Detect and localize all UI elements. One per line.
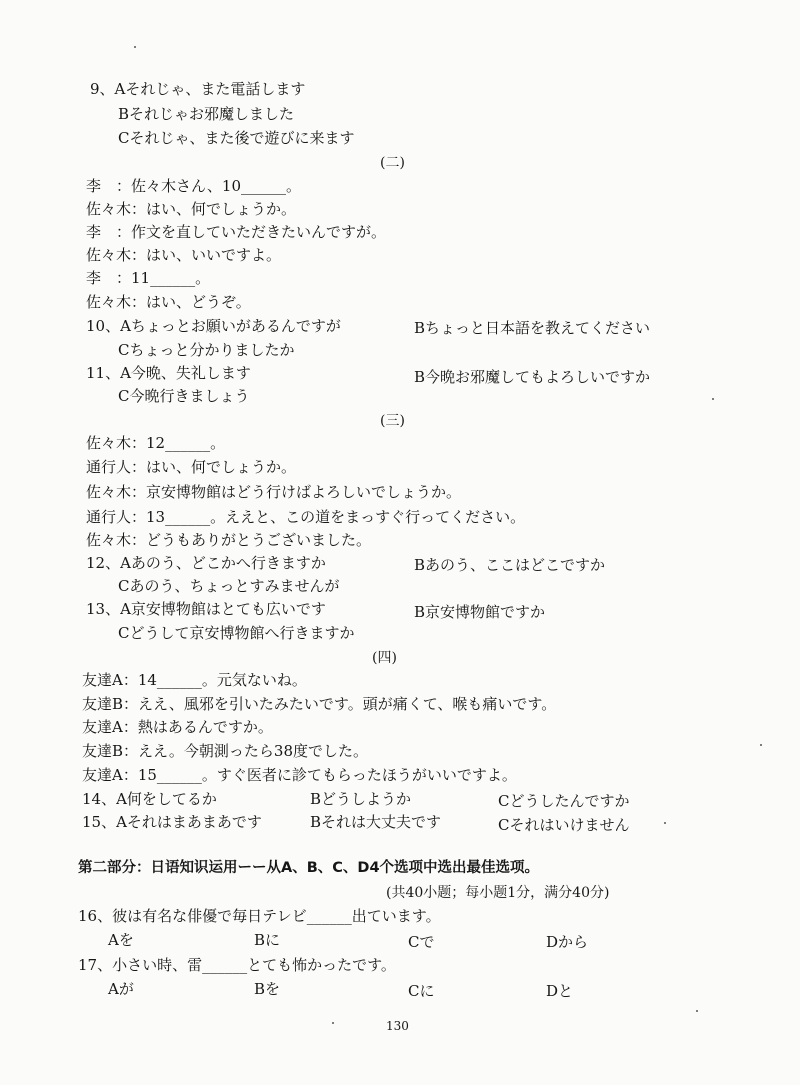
q16-option: Cで [408,933,435,951]
dialogue-line: 友達B：ええ。今朝測ったら38度でした。 [82,742,369,760]
dialogue-line: 通行人：13______。ええと、この道をまっすぐ行ってください。 [86,508,526,526]
scan-speck [696,1010,698,1012]
q16-option: Aを [108,931,134,949]
q17-option: Dと [546,982,574,1000]
section-heading-3: (三) [380,413,405,429]
dialogue-line: 李 ：佐々木さん、10______。 [86,177,301,195]
q15-option-c: Cそれはいけません [498,816,630,834]
q15-option-b: Bそれは大丈夫です [310,813,442,831]
q17-option: Aが [108,980,134,998]
scan-speck [664,822,666,824]
q9-option-a: 9、Aそれじゃ、また電話します [90,80,306,98]
q13-option-b: B京安博物館ですか [414,603,546,621]
q12-option-a: 12、Aあのう、どこかへ行きますか [86,554,326,572]
q11-option-c: C今晩行きましょう [118,387,250,405]
q16-option: Bに [254,931,281,949]
q10-option-c: Cちょっと分かりましたか [118,341,295,359]
q17-stem: 17、小さい時、雷______とても怖かったです。 [78,956,396,974]
dialogue-line: 李 ：作文を直していただきたいんですが。 [86,223,387,241]
q16-stem: 16、彼は有名な俳優で毎日テレビ______出ています。 [78,907,441,925]
q10-option-b: Bちょっと日本語を教えてください [414,319,651,337]
q13-option-c: Cどうして京安博物館へ行きますか [118,624,355,642]
dialogue-line: 佐々木：どうもありがとうございました。 [86,531,372,549]
page-number: 130 [386,1019,409,1033]
part2-title: 第二部分：日语知识运用ーー从A、B、C、D4个选项中选出最佳选项。 [78,860,540,876]
q10-option-a: 10、Aちょっとお願いがあるんですが [86,317,341,335]
scan-speck [712,398,714,400]
q15-option-a: 15、Aそれはまあまあです [82,813,262,831]
section-heading-2: (二) [380,155,405,171]
q12-option-b: Bあのう、ここはどこですか [414,556,606,574]
dialogue-line: 佐々木：はい、いいですよ。 [86,246,282,264]
q16-option: Dから [546,933,589,951]
dialogue-line: 佐々木：12______。 [86,434,226,452]
part2-note: (共40小题；每小题1分，满分40分) [386,885,610,901]
dialogue-line: 友達A：15______。すぐ医者に診てもらったほうがいいですよ。 [82,766,517,784]
q11-option-b: B今晩お邪魔してもよろしいですか [414,368,651,386]
q17-option: Cに [408,982,435,1000]
scan-speck [760,744,762,746]
scan-speck [134,46,136,48]
q14-option-c: Cどうしたんですか [498,792,630,810]
dialogue-line: 通行人：はい、何でしょうか。 [86,458,297,476]
dialogue-line: 佐々木：はい、何でしょうか。 [86,200,297,218]
scan-speck [332,1022,334,1024]
dialogue-line: 李 ：11______。 [86,269,211,287]
q17-option: Bを [254,980,281,998]
q14-option-a: 14、A何をしてるか [82,790,217,808]
dialogue-line: 佐々木：はい、どうぞ。 [86,293,251,311]
dialogue-line: 友達A：14______。元気ないね。 [82,671,307,689]
dialogue-line: 友達A：熱はあるんですか。 [82,718,273,736]
q12-option-c: Cあのう、ちょっとすみませんが [118,577,340,595]
section-heading-4: (四) [372,650,397,666]
q11-option-a: 11、A今晩、失礼します [86,364,251,382]
q9-option-b: Bそれじゃお邪魔しました [118,105,295,123]
dialogue-line: 佐々木：京安博物館はどう行けばよろしいでしょうか。 [86,483,462,501]
q13-option-a: 13、A京安博物館はとても広いです [86,600,326,618]
q14-option-b: Bどうしようか [310,790,412,808]
dialogue-line: 友達B：ええ、風邪を引いたみたいです。頭が痛くて、喉も痛いです。 [82,695,557,713]
q9-option-c: Cそれじゃ、また後で遊びに来ます [118,129,355,147]
